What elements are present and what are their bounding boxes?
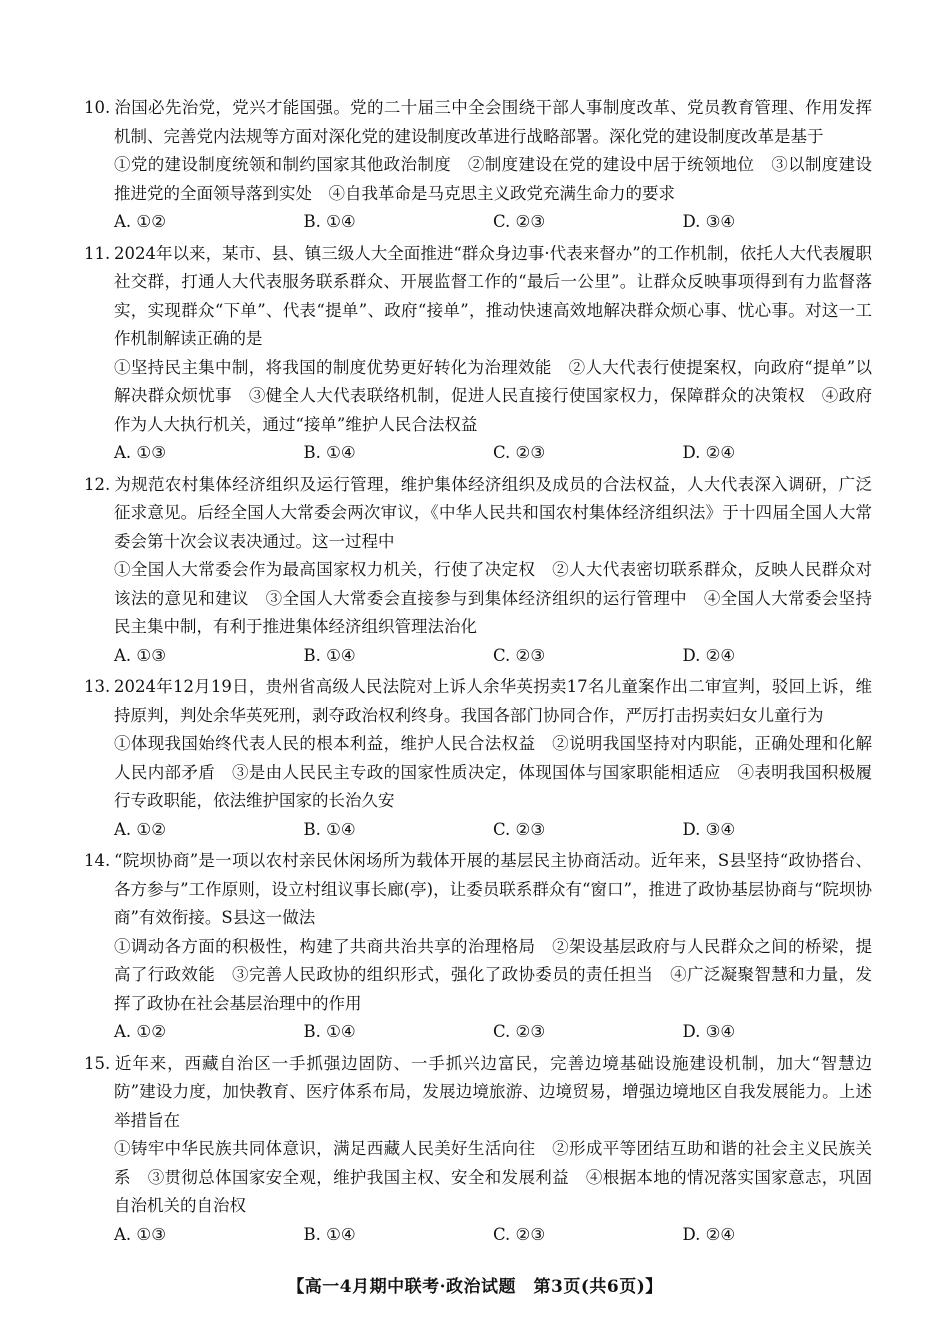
option-a[interactable]: A. ①③ xyxy=(114,443,166,462)
page-footer: 【高一4月期中联考·政治试题 第3页(共6页)】 xyxy=(287,1277,663,1297)
option-a[interactable]: A. ①② xyxy=(114,819,166,839)
question-11 xyxy=(84,240,872,468)
options-row xyxy=(84,816,872,845)
option-c[interactable]: C. ②③ xyxy=(493,443,546,462)
question-stem xyxy=(84,1050,872,1136)
statements: ①调动各方面的积极性，构建了共商共治共享的治理格局 ②架设基层政府与人民群众之间的桥梁，提高了行政效能 ③完善人民政协的组织形式，强化了政协委员的责任担当 ④广泛凝聚智慧和力量，发挥了政协在社会基层治理中的作用 xyxy=(114,936,872,1013)
option-b[interactable]: B. ①④ xyxy=(303,645,356,665)
statements: ①体现我国始终代表人民的根本利益，维护人民合法权益 ②说明我国坚持对内职能，正确处理和化解人民内部矛盾 ③是由人民民主专政的国家性质决定，体现国体与国家职能相适应 ④表明我国积极履行专政职能，依法维护国家的长治久安 xyxy=(114,734,872,810)
options-row xyxy=(84,1018,872,1047)
question-stem xyxy=(84,240,872,354)
statements: ①坚持民主集中制，将我国的制度优势更好转化为治理效能 ②人大代表行使提案权，向政府“提单”以解决群众烦忧事 ③健全人大代表联络机制，促进人民直接行使国家权力，保障群众的决策权 ④政府作为人大执行机关，通过“接单”维护人民合法权益 xyxy=(114,357,872,434)
stem-text: 为规范农村集体经济组织及运行管理，维护集体经济组织及成员的合法权益，人大代表深入调研，广泛征求意见。后经全国人大常委会两次审议，《中华人民共和国农村集体经济组织法》于十四届全国人大常委会第十次会议表决通过。这一过程中 xyxy=(114,474,872,551)
stem-text: “院坝协商”是一项以农村亲民休闲场所为载体开展的基层民主协商活动。近年来，S县坚持“政协搭台、各方参与”工作原则，设立村组议事长廊(亭)，让委员联系群众有“窗口”，推进了政协基层协商与“院坝协商”有效衔接。S县这一做法 xyxy=(114,851,872,927)
option-c[interactable]: C. ②③ xyxy=(493,1022,546,1041)
stem-text: 治国必先治党，党兴才能国强。党的二十届三中全会围绕干部人事制度改革、党员教育管理、作用发挥机制、完善党内法规等方面对深化党的建设制度改革进行战略部署。深化党的建设制度改革是基于 xyxy=(114,98,872,146)
option-d[interactable]: D. ②④ xyxy=(682,1224,736,1244)
option-d[interactable]: D. ②④ xyxy=(682,645,736,665)
question-number: 14. xyxy=(84,851,111,870)
question-number: 13. xyxy=(84,677,111,696)
question-14 xyxy=(84,847,872,1047)
question-stem xyxy=(84,94,872,151)
option-b[interactable]: B. ①④ xyxy=(303,1022,356,1041)
question-stem xyxy=(84,673,872,730)
stem-text: 2024年12月19日，贵州省高级人民法院对上诉人余华英拐卖17名儿童案作出二审宣判，驳回上诉，维持原判，判处余华英死刑，剥夺政治权利终身。我国各部门协同合作，严厉打击拐卖妇女儿童行为 xyxy=(114,677,872,725)
question-number: 11. xyxy=(84,243,111,263)
question-stem xyxy=(84,471,872,557)
question-13 xyxy=(84,673,872,844)
options-row xyxy=(84,439,872,468)
statements: ①铸牢中华民族共同体意识，满足西藏人民美好生活向往 ②形成平等团结互助和谐的社会主义民族关系 ③贯彻总体国家安全观，维护我国主权、安全和发展利益 ④根据本地的情况落实国家意志，巩固自治机关的自治权 xyxy=(114,1139,872,1215)
option-d[interactable]: D. ③④ xyxy=(682,212,736,231)
option-b[interactable]: B. ①④ xyxy=(303,819,356,839)
options-row xyxy=(84,1221,872,1250)
question-list xyxy=(84,94,872,1252)
stem-text: 2024年以来，某市、县、镇三级人大全面推进“群众身边事·代表来督办”的工作机制，依托人大代表履职社交群，打通人大代表服务联系群众、开展监督工作的“最后一公里”。让群众反映事项得到有力监督落实，实现群众“下单”、代表“提单”、政府“接单”，推动快速高效地解决群众烦心事、忧心事。对这一工作机制解读正确的是 xyxy=(114,243,872,348)
option-d[interactable]: D. ②④ xyxy=(682,443,736,462)
options-row xyxy=(84,208,872,237)
question-stem xyxy=(84,847,872,933)
question-number: 12. xyxy=(84,474,111,494)
option-c[interactable]: C. ②③ xyxy=(493,1224,546,1244)
option-d[interactable]: D. ③④ xyxy=(682,819,736,839)
option-c[interactable]: C. ②③ xyxy=(493,212,546,231)
option-b[interactable]: B. ①④ xyxy=(303,212,356,231)
question-number: 10. xyxy=(84,98,111,117)
option-a[interactable]: A. ①② xyxy=(114,1022,166,1041)
option-a[interactable]: A. ①② xyxy=(114,212,166,231)
option-c[interactable]: C. ②③ xyxy=(493,819,546,839)
option-b[interactable]: B. ①④ xyxy=(303,1224,356,1244)
option-d[interactable]: D. ③④ xyxy=(682,1022,736,1041)
options-row xyxy=(84,642,872,671)
question-15 xyxy=(84,1050,872,1250)
option-a[interactable]: A. ①③ xyxy=(114,645,166,665)
question-10 xyxy=(84,94,872,237)
question-number: 15. xyxy=(84,1053,111,1073)
question-12 xyxy=(84,471,872,671)
option-c[interactable]: C. ②③ xyxy=(493,645,546,665)
option-b[interactable]: B. ①④ xyxy=(303,443,356,462)
statements: ①全国人大常委会作为最高国家权力机关，行使了决定权 ②人大代表密切联系群众，反映人民群众对该法的意见和建议 ③全国人大常委会直接参与到集体经济组织的运行管理中 ④全国人大常委会坚持民主集中制，有利于推进集体经济组织管理法治化 xyxy=(114,560,872,636)
stem-text: 近年来，西藏自治区一手抓强边固防、一手抓兴边富民，完善边境基础设施建设机制，加大“智慧边防”建设力度，加快教育、医疗体系布局，发展边境旅游、边境贸易，增强边境地区自我发展能力。上述举措旨在 xyxy=(114,1053,872,1130)
option-a[interactable]: A. ①③ xyxy=(114,1224,166,1244)
statements: ①党的建设制度统领和制约国家其他政治制度 ②制度建设在党的建设中居于统领地位 ③以制度建设推进党的全面领导落到实处 ④自我革命是马克思主义政党充满生命力的要求 xyxy=(114,155,872,203)
